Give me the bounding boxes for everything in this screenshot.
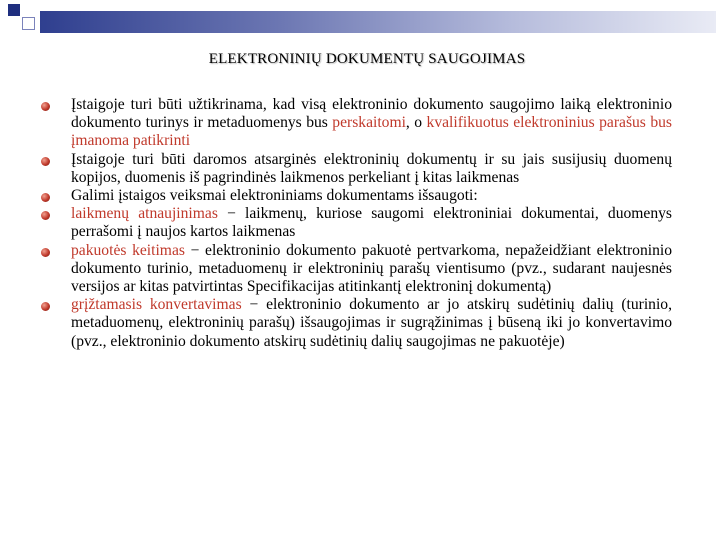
item-text: pakuotės keitimas − elektroninio dokumento pakuotė pertvarkoma, nepažeidžiant elektroninio dokumento turinio, metaduomenų ir elektroninių parašų vientisumo (pvz., sudarant naujesnės versijos ar kitas patvirtintas Specifikacijas atitinkantį elektroninį dokumentą) bbox=[71, 241, 673, 296]
slide-title: ELEKTRONINIŲ DOKUMENTŲ SAUGOJIMAS bbox=[208, 51, 526, 67]
header-gradient-bar bbox=[40, 11, 716, 33]
bullet-icon bbox=[41, 193, 50, 202]
bullet-icon bbox=[41, 302, 50, 311]
list-item bbox=[0, 151, 672, 187]
item-text: Įstaigoje turi būti daromos atsarginės elektroninių dokumentų ir su jais susijusių duomenų kopijos, duomenis iš pagrindinės laikmenos perkeliant į kitas laikmenas bbox=[71, 150, 672, 186]
list-item bbox=[0, 187, 672, 205]
item-text: Įstaigoje turi būti užtikrinama, kad visą elektroninio dokumento saugojimo laiką elektroninio dokumento turinys ir metaduomenys bus perskaitomi, o kvalifikuotus elektroninius parašus bus įmanoma patikrinti bbox=[71, 96, 672, 150]
item-text: Galimi įstaigos veiksmai elektroniniams dokumentams išsaugoti: bbox=[71, 187, 478, 205]
bullet-icon bbox=[41, 248, 50, 257]
corner-square-dark bbox=[8, 4, 20, 16]
bullet-icon bbox=[41, 102, 50, 111]
list-item bbox=[0, 96, 672, 151]
item-text: laikmenų atnaujinimas − laikmenų, kuriose saugomi elektroniniai dokumentai, duomenys perrašomi į naujos kartos laikmenas bbox=[71, 205, 673, 241]
list-item bbox=[0, 205, 672, 241]
corner-square-outline bbox=[22, 17, 35, 30]
bullet-icon bbox=[41, 211, 50, 220]
corner-square-white bbox=[22, 2, 36, 16]
item-text: grįžtamasis konvertavimas − elektroninio dokumento ar jo atskirų sudėtinių dalių (turinio, metaduomenų, elektroninių parašų) išsaugojimas ir sugrąžinimas į būseną iki jo konvertavimo (pvz., elektroninio dokumento atskirų sudėtinių dalių saugojimas ne pakuotėje) bbox=[71, 296, 672, 350]
bullet-icon bbox=[41, 157, 50, 166]
bullet-list bbox=[0, 96, 720, 351]
list-item bbox=[0, 296, 672, 351]
corner-square-white bbox=[6, 18, 18, 30]
list-item bbox=[0, 242, 672, 297]
